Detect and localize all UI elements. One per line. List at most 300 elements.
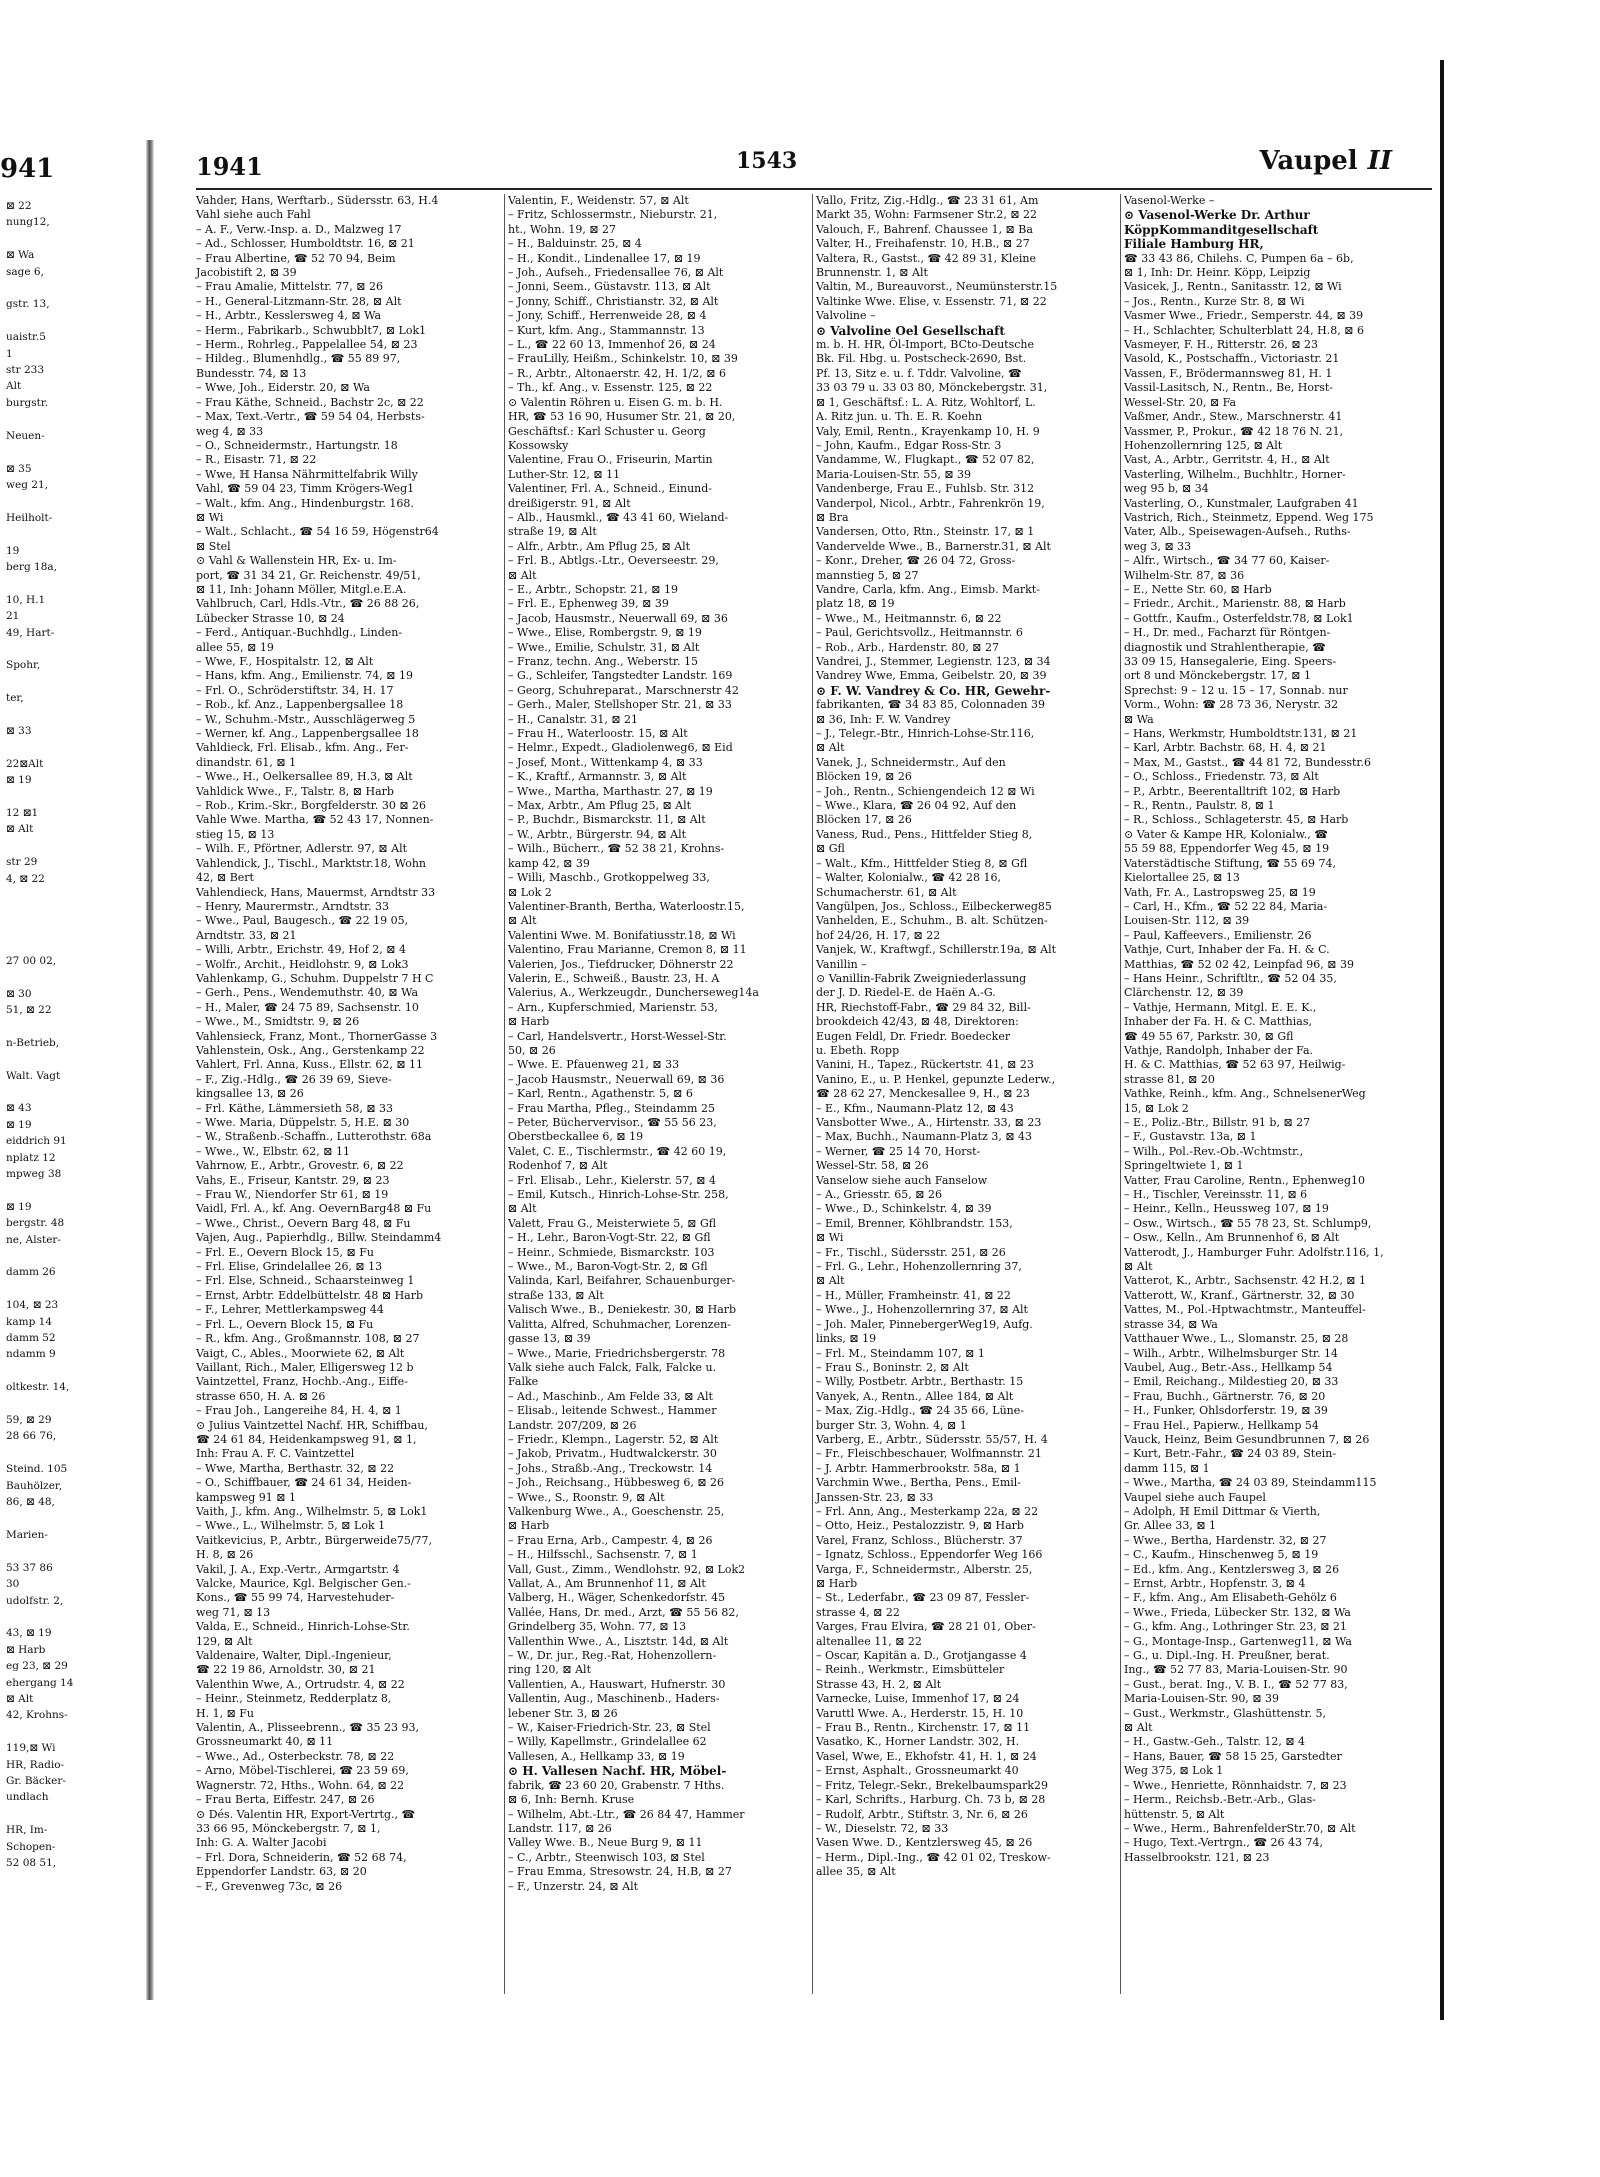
fragment-line: gstr. 13,: [6, 298, 50, 311]
fragment-line: ⊠ Harb: [6, 1643, 46, 1656]
directory-entry: Vanino, E., u. P. Henkel, gepunzte Lederw.,: [816, 1072, 1056, 1086]
fragment-line: [6, 575, 146, 591]
directory-entry: – Kurt, Betr.-Fahr., ☎ 24 03 89, Stein-: [1124, 1447, 1337, 1461]
directory-entry: Vahlenkamp, G., Schuhm. Duppelstr 7 H C: [196, 971, 434, 985]
directory-entry: Vandamme, W., Flugkapt., ☎ 52 07 82,: [816, 453, 1035, 467]
directory-entry: Vahl, ☎ 59 04 23, Timm Krögers-Weg1: [196, 482, 415, 496]
fragment-line: [6, 1051, 146, 1067]
directory-entry: – Wwe., Martha, Marthastr. 27, ⊠ 19: [508, 784, 713, 798]
fragment-line: [6, 1363, 146, 1379]
directory-entry: hof 24/26, H. 17, ⊠ 22: [816, 928, 941, 942]
directory-entry: – Fritz, Telegr.-Sekr., Brekelbaumspark29: [816, 1778, 1049, 1792]
directory-entry: 33 66 95, Mönckebergstr. 7, ⊠ 1,: [196, 1821, 381, 1835]
directory-entry: Arndtstr. 33, ⊠ 21: [196, 928, 297, 942]
directory-entry: Vanjek, W., Kraftwgf., Schillerstr.19a, ⊠ Alt: [816, 943, 1057, 957]
directory-entry: – Gerh., Maler, Stellshoper Str. 21, ⊠ 33: [508, 698, 732, 712]
directory-entry: – H., Tischler, Vereinsstr. 11, ⊠ 6: [1124, 1188, 1308, 1202]
directory-entry: Valentino, Frau Marianne, Cremon 8, ⊠ 11: [508, 943, 747, 957]
directory-entry: – Hugo, Text.-Vertrgn., ☎ 26 43 74,: [1124, 1836, 1324, 1850]
directory-entry: ⊠ Wi: [196, 510, 224, 524]
directory-entry: ⊠ Wa: [1124, 712, 1154, 726]
directory-entry: Vauck, Heinz, Beim Gesundbrunnen 7, ⊠ 26: [1124, 1432, 1370, 1446]
directory-entry: Grindelberg 35, Wohn. 77, ⊠ 13: [508, 1620, 687, 1634]
directory-entry: Varges, Frau Elvira, ☎ 28 21 01, Ober-: [816, 1620, 1036, 1634]
directory-entry: – H., Müller, Framheinstr. 41, ⊠ 22: [816, 1288, 1011, 1302]
directory-entry: – Jony, Schiff., Herrenweide 28, ⊠ 4: [508, 309, 707, 323]
directory-entry: – Wwe., Herm., BahrenfelderStr.70, ⊠ Alt: [1124, 1821, 1356, 1835]
directory-entry: – Frau Erna, Arb., Campestr. 4, ⊠ 26: [508, 1533, 713, 1547]
directory-entry: Valentiner-Branth, Bertha, Waterloostr.15,: [508, 899, 745, 913]
directory-entry: strasse 4, ⊠ 22: [816, 1605, 900, 1619]
directory-entry: ⊠ 6, Inh: Bernh. Kruse: [508, 1793, 635, 1807]
directory-entry: – Vathje, Hermann, Mitgl. E. E. K.,: [1124, 1000, 1317, 1014]
fragment-line: [6, 641, 146, 657]
directory-entry: Vanyek, A., Rentn., Allee 184, ⊠ Alt: [816, 1389, 1014, 1403]
directory-entry: – G., Montage-Insp., Gartenweg11, ⊠ Wa: [1124, 1634, 1352, 1648]
directory-entry: Vanillin –: [816, 957, 867, 971]
directory-entry: – Joh., Aufseh., Friedensallee 76, ⊠ Alt: [508, 266, 724, 280]
directory-entry: – F., Grevenweg 73c, ⊠ 26: [196, 1879, 343, 1893]
directory-entry: – Hans, Werkmstr, Humboldtstr.131, ⊠ 21: [1124, 727, 1358, 741]
directory-entry: – Frau Amalie, Mittelstr. 77, ⊠ 26: [196, 280, 383, 294]
directory-entry: – P., Buchdr., Bismarckstr. 11, ⊠ Alt: [508, 813, 706, 827]
directory-entry: – Carl, H., Kfm., ☎ 52 22 84, Maria-: [1124, 899, 1328, 913]
fragment-line: Alt: [6, 380, 22, 393]
directory-entry: kampsweg 91 ⊠ 1: [196, 1490, 297, 1504]
directory-entry: Valley Wwe. B., Neue Burg 9, ⊠ 11: [508, 1836, 703, 1850]
directory-entry: – Frl. Ann, Ang., Mesterkamp 22a, ⊠ 22: [816, 1504, 1039, 1518]
directory-entry: H. 1, ⊠ Fu: [196, 1706, 255, 1720]
directory-entry: – C., Kaufm., Hinschenweg 5, ⊠ 19: [1124, 1548, 1319, 1562]
directory-entry: – Werner, ☎ 25 14 70, Horst-: [816, 1144, 981, 1158]
directory-entry: platz 18, ⊠ 19: [816, 597, 895, 611]
directory-entry: burger Str. 3, Wohn. 4, ⊠ 1: [816, 1418, 967, 1432]
directory-entry: Vassmer, P., Prokur., ☎ 42 18 76 N. 21,: [1124, 424, 1344, 438]
directory-entry: – Karl, Schrifts., Harburg. Ch. 73 b, ⊠ 28: [816, 1793, 1046, 1807]
directory-entry: Vanselow siehe auch Fanselow: [816, 1173, 988, 1187]
directory-entry: Vahrnow, E., Arbtr., Grovestr. 6, ⊠ 22: [196, 1159, 404, 1173]
directory-entry: – Hans Heinr., Schriftltr., ☎ 52 04 35,: [1124, 971, 1337, 985]
directory-entry: – Wwe., H., Oelkersallee 89, H.3, ⊠ Alt: [196, 770, 413, 784]
directory-entry: – Frl. Dora, Schneiderin, ☎ 52 68 74,: [196, 1850, 407, 1864]
directory-entry: – Emil, Kutsch., Hinrich-Lohse-Str. 258,: [508, 1188, 729, 1202]
directory-entry: Vastrich, Rich., Steinmetz, Eppend. Weg 175: [1124, 510, 1374, 524]
directory-entry: – Arn., Kupferschmied, Marienstr. 53,: [508, 1000, 718, 1014]
fragment-line: 43, ⊠ 19: [6, 1627, 52, 1640]
fragment-line: uaistr.5: [6, 331, 46, 344]
directory-entry: – Friedr., Klempn., Lagerstr. 52, ⊠ Alt: [508, 1432, 719, 1446]
directory-entry: Ing., ☎ 52 77 83, Maria-Louisen-Str. 90: [1124, 1663, 1348, 1677]
directory-entry: – Wwe, Joh., Eiderstr. 20, ⊠ Wa: [196, 381, 370, 395]
directory-entry: – H., Funker, Ohlsdorferstr. 19, ⊠ 39: [1124, 1404, 1328, 1418]
directory-entry: – Wwe, ℍ Hansa Nährmittelfabrik Willy: [196, 467, 418, 481]
directory-entry: – J., Telegr.-Btr., Hinrich-Lohse-Str.116,: [816, 727, 1035, 741]
fragment-line: Steind. 105: [6, 1463, 68, 1476]
directory-entry: – H., General-Litzmann-Str. 28, ⊠ Alt: [196, 294, 402, 308]
fragment-line: 59, ⊠ 29: [6, 1414, 52, 1427]
directory-entry: – Wwe., Klara, ☎ 26 04 92, Auf den: [816, 799, 1017, 813]
directory-entry: Vatterot, K., Arbtr., Sachsenstr. 42 H.2, ⊠ 1: [1124, 1274, 1367, 1288]
directory-entry: – Carl, Handelsvertr., Horst-Wessel-Str.: [508, 1029, 727, 1043]
directory-entry: HR, ☎ 53 16 90, Husumer Str. 21, ⊠ 20,: [508, 410, 736, 424]
directory-entry: – F., Lehrer, Mettlerkampsweg 44: [196, 1303, 384, 1317]
fragment-line: Gr. Bäcker-: [6, 1775, 66, 1787]
directory-entry: – Josef, Mont., Wittenkamp 4, ⊠ 33: [508, 755, 703, 769]
directory-entry: Varga, F., Schneidermstr., Alberstr. 25,: [816, 1562, 1033, 1576]
directory-entry: Valisch Wwe., B., Deniekestr. 30, ⊠ Harb: [508, 1303, 737, 1317]
column-4: [1124, 194, 1432, 1994]
fragment-line: ter,: [6, 692, 24, 705]
directory-entry: – Elisab., leitende Schwest., Hammer: [508, 1404, 717, 1418]
directory-entry: – Emil, Brenner, Köhlbrandstr. 153,: [816, 1216, 1013, 1230]
directory-entry: weg 71, ⊠ 13: [196, 1605, 271, 1619]
running-head: [1260, 146, 1392, 176]
fragment-line: [6, 444, 146, 460]
directory-entry: 15, ⊠ Lok 2: [1124, 1101, 1189, 1115]
directory-entry: ort 8 und Mönckebergstr. 17, ⊠ 1: [1124, 669, 1311, 683]
directory-entry: Strasse 43, H. 2, ⊠ Alt: [816, 1677, 942, 1691]
directory-entry: – Gottfr., Kaufm., Osterfeldstr.78, ⊠ Lok1: [1124, 611, 1354, 625]
directory-entry: – F., Gustavstr. 13a, ⊠ 1: [1124, 1130, 1257, 1144]
directory-entry: – Rob., Arb., Hardenstr. 80, ⊠ 27: [816, 640, 1000, 654]
directory-entry: 55 59 88, Eppendorfer Weg 45, ⊠ 19: [1124, 842, 1330, 856]
directory-entry: – Jos., Rentn., Kurze Str. 8, ⊠ Wi: [1124, 294, 1305, 308]
directory-entry: Vallat, A., Am Brunnenhof 11, ⊠ Alt: [508, 1577, 706, 1590]
fragment-line: 19: [6, 544, 20, 557]
directory-entry: Vandervelde Wwe., B., Barnerstr.31, ⊠ Alt: [816, 539, 1051, 553]
fragment-line: undlach: [6, 1791, 49, 1804]
directory-entry: Springeltwiete 1, ⊠ 1: [1124, 1159, 1244, 1173]
directory-entry: ⊠ Alt: [508, 1202, 537, 1216]
directory-entry: – O., Schneidermstr., Hartungstr. 18: [196, 438, 398, 452]
directory-entry: Vahldick Wwe., F., Talstr. 8, ⊠ Harb: [196, 784, 394, 798]
page-edge: [1440, 60, 1444, 2020]
directory-entry: altenallee 11, ⊠ 22: [816, 1634, 922, 1648]
directory-entry: – L., ☎ 22 60 13, Immenhof 26, ⊠ 24: [508, 338, 716, 352]
fragment-line: [6, 280, 146, 296]
directory-entry: – Alfr., Arbtr., Am Pflug 25, ⊠ Alt: [508, 539, 691, 553]
directory-entry: gasse 13, ⊠ 39: [508, 1332, 591, 1346]
directory-entry: – Oscar, Kapitän a. D., Grotjangasse 4: [816, 1649, 1027, 1663]
fragment-line: [6, 1609, 146, 1625]
directory-entry: – J. Arbtr. Hammerbrookstr. 58a, ⊠ 1: [816, 1461, 1021, 1475]
directory-entry: – O., Schloss., Friedenstr. 73, ⊠ Alt: [1124, 770, 1319, 784]
page-year: 1941: [196, 152, 263, 181]
directory-entry: – Max, Zig.-Hdlg., ☎ 24 35 66, Lüne-: [816, 1404, 1024, 1418]
directory-entry: Varchmin Wwe., Bertha, Pens., Emil-: [816, 1476, 1022, 1490]
directory-entry: Vasterling, Wilhelm., Buchhltr., Horner-: [1124, 467, 1346, 481]
directory-entry: Vasold, K., Postschaffn., Victoriastr. 21: [1124, 352, 1340, 366]
directory-entry: 33 03 79 u. 33 03 80, Mönckebergstr. 31,: [816, 381, 1048, 395]
fragment-line: 4, ⊠ 22: [6, 872, 45, 885]
fragment-line: 86, ⊠ 48,: [6, 1496, 55, 1509]
directory-entry: Vakil, J. A., Exp.-Vertr., Armgartstr. 4: [196, 1562, 400, 1576]
directory-entry: ⊠ Wi: [816, 1231, 844, 1245]
directory-entry: – Jonny, Schiff., Christianstr. 32, ⊠ Alt: [508, 294, 719, 308]
directory-entry: diagnostik und Strahlentherapie, ☎: [1124, 640, 1326, 654]
previous-page-year: 941: [0, 154, 55, 184]
fragment-line: 10, H.1: [6, 593, 46, 606]
directory-entry: Valy, Emil, Rentn., Krayenkamp 10, H. 9: [816, 424, 1040, 438]
directory-entry: Vasmeyer, F. H., Ritterstr. 26, ⊠ 23: [1124, 338, 1319, 352]
directory-entry: damm 115, ⊠ 1: [1124, 1461, 1210, 1475]
directory-entry: Clärchenstr. 12, ⊠ 39: [1124, 986, 1244, 1000]
directory-entry: 33 09 15, Hansegalerie, Eing. Speers-: [1124, 655, 1337, 668]
directory-entry: Vast, A., Arbtr., Gerritstr. 4, H., ⊠ Alt: [1124, 453, 1330, 467]
directory-entry: Vaintzettel, Franz, Hochb.-Ang., Eiffe-: [196, 1375, 408, 1389]
fragment-line: [6, 1084, 146, 1100]
directory-entry: Schumacherstr. 61, ⊠ Alt: [816, 885, 957, 899]
directory-entry: – Frl. Elisab., Lehr., Kielerstr. 57, ⊠ 4: [508, 1173, 716, 1187]
directory-entry: Louisen-Str. 112, ⊠ 39: [1124, 914, 1250, 928]
directory-entry: – Wwe., Paul, Baugesch., ☎ 22 19 05,: [196, 914, 409, 928]
directory-entry: – Walt., kfm. Ang., Hindenburgstr. 168.: [196, 496, 414, 510]
directory-entry: Pf. 13, Sitz e. u. f. Tddr. Valvoline, ☎: [816, 366, 1022, 380]
fragment-line: [6, 1543, 146, 1559]
directory-entry: Vasen Wwe. D., Kentzlersweg 45, ⊠ 26: [816, 1836, 1033, 1850]
directory-entry: H. 8, ⊠ 26: [196, 1548, 254, 1562]
directory-entry: – Wwe., D., Schinkelstr. 4, ⊠ 39: [816, 1202, 992, 1216]
fragment-line: bergstr. 48: [6, 1217, 65, 1230]
directory-entry: ☎ 24 61 84, Heidenkampsweg 91, ⊠ 1,: [196, 1432, 417, 1446]
directory-entry: Luther-Str. 12, ⊠ 11: [508, 467, 621, 481]
directory-entry: Valvoline –: [816, 309, 876, 323]
directory-entry: Vorm., Wohn: ☎ 28 73 36, Nerystr. 32: [1124, 698, 1339, 712]
column-3: [816, 194, 1116, 1994]
directory-entry: Vahl siehe auch Fahl: [196, 208, 311, 222]
directory-entry: HR, Riechstoff-Fabr., ☎ 29 84 32, Bill-: [816, 1000, 1031, 1014]
directory-entry: – H., Schlachter, Schulterblatt 24, H.8, ⊠ 6: [1124, 323, 1364, 337]
directory-entry: Vansbotter Wwe., A., Hirtenstr. 33, ⊠ 23: [816, 1116, 1042, 1129]
fragment-line: [6, 887, 146, 903]
directory-entry: Varel, Franz, Schloss., Blücherstr. 37: [816, 1533, 1023, 1547]
fragment-line: udolfstr. 2,: [6, 1594, 64, 1607]
directory-entry: ⊠ Harb: [508, 1015, 550, 1029]
directory-entry: Valtinke Wwe. Elise, v. Essenstr. 71, ⊠ 22: [816, 294, 1047, 308]
directory-entry: Valter, H., Freihafenstr. 10, H.B., ⊠ 27: [816, 237, 1030, 251]
directory-entry: – Walt., Schlacht., ☎ 54 16 59, Högenstr64: [196, 525, 439, 539]
directory-entry: – Wilh., Arbtr., Wilhelmsburger Str. 14: [1124, 1346, 1338, 1360]
directory-entry: mannstieg 5, ⊠ 27: [816, 568, 919, 582]
directory-entry: – Wwe., S., Roonstr. 9, ⊠ Alt: [508, 1490, 665, 1504]
directory-entry: weg 4, ⊠ 33: [196, 424, 264, 438]
directory-entry: – Frau Martha, Pfleg., Steindamm 25: [508, 1101, 715, 1115]
directory-entry: Valtin, M., Bureauvorst., Neumünsterstr.15: [816, 280, 1058, 294]
directory-entry: ⊙ Julius Vaintzettel Nachf. HR, Schiffbau,: [196, 1418, 428, 1432]
fragment-line: ehergang 14: [6, 1676, 74, 1689]
fragment-line: 52 08 51,: [6, 1857, 57, 1870]
directory-entry: ⊙ Dés. Valentin HR, Export-Vertrtg., ☎: [196, 1807, 416, 1821]
directory-entry: ⊙ Vater & Kampe HR, Kolonialw., ☎: [1124, 827, 1328, 841]
directory-entry: Vahlenstein, Osk., Ang., Gerstenkamp 22: [196, 1043, 425, 1057]
fragment-line: 51, ⊠ 22: [6, 1003, 52, 1016]
directory-entry: brookdeich 42/43, ⊠ 48, Direktoren:: [816, 1015, 1019, 1029]
fragment-line: ⊠ 19: [6, 774, 32, 787]
directory-entry: Bundesstr. 74, ⊠ 13: [196, 366, 307, 380]
directory-entry: – Wwe, F., Hospitalstr. 12, ⊠ Alt: [196, 655, 374, 668]
directory-entry: Vaterstädtische Stiftung, ☎ 55 69 74,: [1124, 856, 1337, 870]
fragment-line: ⊠ Alt: [6, 823, 34, 836]
fragment-line: Heilholt-: [6, 511, 53, 524]
directory-entry: – Ad., Maschinb., Am Felde 33, ⊠ Alt: [508, 1389, 713, 1403]
fragment-line: [6, 707, 146, 723]
directory-entry: – Frl. M., Steindamm 107, ⊠ 1: [816, 1346, 985, 1360]
directory-entry: Vaitkevicius, P., Arbtr., Bürgerweide75/77,: [196, 1533, 433, 1547]
directory-entry: – R., Eisastr. 71, ⊠ 22: [196, 453, 317, 467]
directory-entry: – Willy, Kapellmstr., Grindelallee 62: [508, 1735, 707, 1749]
fragment-line: [6, 1182, 146, 1198]
fragment-line: [6, 1248, 146, 1264]
fragment-line: damm 26: [6, 1266, 56, 1279]
directory-entry: Valk siehe auch Falck, Falk, Falcke u.: [508, 1360, 717, 1374]
fragment-line: HR, Radio-: [6, 1758, 65, 1771]
directory-entry: 42, ⊠ Bert: [196, 871, 254, 885]
directory-entry: – Paul, Gerichtsvollz., Heitmannstr. 6: [816, 626, 1023, 640]
directory-entry: Valett, Frau G., Meisterwiete 5, ⊠ Gfl: [508, 1216, 717, 1230]
directory-entry: – Jacob, Hausmstr., Neuerwall 69, ⊠ 36: [508, 611, 728, 625]
directory-entry: – Ad., Schlosser, Humboldtstr. 16, ⊠ 21: [196, 237, 415, 251]
previous-page-text: [6, 198, 146, 1871]
directory-entry: Matthias, ☎ 52 02 42, Leinpfad 96, ⊠ 39: [1124, 957, 1354, 971]
directory-entry: Vatthauer Wwe., L., Slomanstr. 25, ⊠ 28: [1124, 1332, 1349, 1346]
directory-entry: straße 19, ⊠ Alt: [508, 525, 597, 539]
directory-entry: – Hans, kfm. Ang., Emilienstr. 74, ⊠ 19: [196, 669, 414, 683]
directory-entry: Valerius, A., Werkzeugdr., Duncherseweg14a: [508, 986, 759, 1000]
directory-entry: Vathje, Curt, Inhaber der Fa. H. & C.: [1124, 943, 1330, 957]
directory-entry: Vanini, H., Tapez., Rückertstr. 41, ⊠ 23: [816, 1058, 1034, 1072]
directory-entry: – Frau Berta, Eiffestr. 247, ⊠ 26: [196, 1793, 375, 1807]
directory-entry: ⊠ Lok 2: [508, 885, 552, 899]
fragment-line: [6, 920, 146, 936]
directory-entry: – A., Griesstr. 65, ⊠ 26: [816, 1188, 942, 1202]
directory-entry: Vaupel siehe auch Faupel: [1124, 1490, 1266, 1504]
directory-entry: Blöcken 17, ⊠ 26: [816, 813, 912, 827]
fragment-line: 104, ⊠ 23: [6, 1299, 59, 1312]
fragment-line: [6, 903, 146, 919]
directory-entry: – Frl. E., Oevern Block 15, ⊠ Fu: [196, 1245, 374, 1259]
directory-entry: Valentin, F., Weidenstr. 57, ⊠ Alt: [508, 194, 689, 207]
directory-entry: – R., Rentn., Paulstr. 8, ⊠ 1: [1124, 799, 1275, 813]
fragment-line: eiddrich 91: [6, 1135, 67, 1148]
running-head-name: Vaupel: [1259, 146, 1358, 176]
directory-entry: Janssen-Str. 23, ⊠ 33: [816, 1490, 934, 1504]
directory-entry: – E., Arbtr., Schopstr. 21, ⊠ 19: [508, 582, 678, 596]
directory-entry: – Wwe., Henriette, Rönnhaidstr. 7, ⊠ 23: [1124, 1778, 1347, 1792]
directory-entry: Sprechst: 9 – 12 u. 15 – 17, Sonnab. nur: [1124, 683, 1348, 697]
directory-entry: u. Ebeth. Ropp: [816, 1043, 900, 1057]
directory-entry: – Wwe. Maria, Düppelstr. 5, H.E. ⊠ 30: [196, 1116, 410, 1129]
fragment-line: Schopen-: [6, 1840, 56, 1853]
directory-entry: – Joh., Reichsang., Hübbesweg 6, ⊠ 26: [508, 1476, 725, 1490]
fragment-line: 119,⊠ Wi: [6, 1742, 56, 1755]
directory-entry: Vahlbruch, Carl, Hdls.-Vtr., ☎ 26 88 26,: [196, 597, 420, 611]
directory-entry: Valet, C. E., Tischlermstr., ☎ 42 60 19,: [508, 1144, 727, 1158]
directory-entry: ⊠ Harb: [508, 1519, 550, 1533]
directory-entry: – Frl. L., Oevern Block 15, ⊠ Fu: [196, 1317, 374, 1331]
directory-entry: Vallenthin Wwe., A., Lisztstr. 14d, ⊠ Alt: [508, 1634, 729, 1648]
directory-entry: Vandre, Carla, kfm. Ang., Eimsb. Markt-: [816, 582, 1040, 596]
directory-entry: – Alb., Hausmkl., ☎ 43 41 60, Wieland-: [508, 510, 729, 524]
directory-entry: Vasel, Wwe, E., Ekhofstr. 41, H. 1, ⊠ 24: [816, 1749, 1037, 1763]
directory-entry: – Gerh., Pens., Wendemuthstr. 40, ⊠ Wa: [196, 986, 419, 1000]
directory-entry: – Jacob Hausmstr., Neuerwall 69, ⊠ 36: [508, 1072, 725, 1086]
directory-entry: Vallentin, Aug., Maschinenb., Haders-: [508, 1692, 720, 1706]
column-1: [196, 194, 500, 1994]
directory-entry: Vaubel, Aug., Betr.-Ass., Hellkamp 54: [1124, 1360, 1333, 1374]
column-2: [508, 194, 808, 1994]
fragment-line: ndamm 9: [6, 1348, 56, 1361]
directory-entry: Landstr. 207/209, ⊠ 26: [508, 1418, 637, 1432]
directory-entry: – Georg, Schuhreparat., Marschnerstr 42: [508, 683, 739, 697]
directory-entry: Vahs, E., Friseur, Kantstr. 29, ⊠ 23: [196, 1173, 390, 1187]
directory-entry: Vahle Wwe. Martha, ☎ 52 43 17, Nonnen-: [196, 813, 434, 827]
fragment-line: [6, 1806, 146, 1822]
directory-entry: – Werner, kf. Ang., Lappenbergsallee 18: [196, 727, 419, 741]
directory-entry: Vahlert, Frl. Anna, Kuss., Ellstr. 62, ⊠ 11: [196, 1058, 424, 1072]
directory-entry: – P., Arbtr., Beerentalltrift 102, ⊠ Harb: [1124, 784, 1341, 798]
fragment-line: [6, 313, 146, 329]
fragment-line: [6, 936, 146, 952]
directory-entry: Vater, Alb., Speisewagen-Aufseh., Ruths-: [1124, 525, 1351, 539]
directory-entry: – Willy, Postbetr. Arbtr., Berthastr. 15: [816, 1375, 1024, 1389]
directory-entry: A. Ritz jun. u. Th. E. R. Koehn: [816, 410, 983, 424]
directory-entry: – Wwe., Frieda, Lübecker Str. 132, ⊠ Wa: [1124, 1605, 1351, 1619]
directory-entry: ⊠ Alt: [1124, 1260, 1153, 1274]
directory-entry: Lübecker Strasse 10, ⊠ 24: [196, 611, 345, 625]
directory-entry: – Wwe., Bertha, Hardenstr. 32, ⊠ 27: [1124, 1533, 1327, 1547]
directory-entry: – Wwe., Ad., Osterbeckstr. 78, ⊠ 22: [196, 1749, 395, 1763]
directory-entry: – Th., kf. Ang., v. Essenstr. 125, ⊠ 22: [508, 381, 713, 395]
directory-entry: – Jakob, Privatm., Hudtwalckerstr. 30: [508, 1447, 717, 1461]
directory-entry: – R., kfm. Ang., Großmannstr. 108, ⊠ 27: [196, 1332, 420, 1346]
fragment-line: ⊠ 19: [6, 1200, 32, 1213]
directory-entry: H. & C. Matthias, ☎ 52 63 97, Heilwig-: [1124, 1058, 1346, 1072]
directory-entry: – Osw., Wirtsch., ☎ 55 78 23, St. Schlump9,: [1124, 1216, 1372, 1230]
directory-entry: – Wilh., Pol.-Rev.-Ob.-Wchtmstr.,: [1124, 1144, 1304, 1158]
directory-entry: – Joh. Maler, PinnebergerWeg19, Aufg.: [816, 1317, 1033, 1331]
directory-entry: ☎ 49 55 67, Parkstr. 30, ⊠ Gfl: [1124, 1029, 1294, 1043]
directory-entry: – F., kfm. Ang., Am Elisabeth-Gehölz 6: [1124, 1591, 1337, 1605]
directory-entry: Valkenburg Wwe., A., Goeschenstr. 25,: [508, 1504, 725, 1518]
fragment-line: [6, 411, 146, 427]
directory-entry: Valentin, A., Plisseebrenn., ☎ 35 23 93,: [196, 1721, 419, 1735]
directory-entry: stieg 15, ⊠ 13: [196, 827, 275, 841]
directory-entry: – Rob., Krim.-Skr., Borgfelderstr. 30 ⊠ 26: [196, 799, 427, 813]
fragment-line: oltkestr. 14,: [6, 1381, 70, 1394]
directory-entry: – Wolfr., Archit., Heidlohstr. 9, ⊠ Lok3: [196, 957, 409, 971]
fragment-line: ⊠ 33: [6, 725, 32, 737]
directory-entry: Vajen, Aug., Papierhdlg., Billw. Steindamm4: [196, 1231, 442, 1245]
header-rule: [196, 188, 1432, 190]
directory-entry: – Frl. Elise, Grindelallee 26, ⊠ 13: [196, 1260, 383, 1274]
directory-entry: weg 95 b, ⊠ 34: [1124, 482, 1209, 496]
directory-entry: – Wilh., Bücherr., ☎ 52 38 21, Krohns-: [508, 842, 725, 856]
directory-entry: – Walt., Kfm., Hittfelder Stieg 8, ⊠ Gfl: [816, 856, 1028, 870]
directory-entry: – Max, Text.-Vertr., ☎ 59 54 04, Herbsts-: [196, 410, 425, 424]
directory-entry: Vangülpen, Jos., Schloss., Eilbeckerweg85: [816, 899, 1052, 913]
directory-entry: – Frau Joh., Langereihe 84, H. 4, ⊠ 1: [196, 1404, 402, 1418]
directory-entry: Vaigt, C., Ables., Moorwiete 62, ⊠ Alt: [196, 1346, 405, 1360]
directory-entry: – Wwe., Elise, Rombergstr. 9, ⊠ 19: [508, 626, 702, 640]
directory-entry: Geschäftsf.: Karl Schuster u. Georg: [508, 424, 706, 438]
directory-entry: Falke: [508, 1375, 539, 1389]
directory-entry: Vaillant, Rich., Maler, Elligersweg 12 b: [196, 1360, 414, 1374]
directory-entry: Valda, E., Schneid., Hinrich-Lohse-Str.: [196, 1620, 410, 1634]
directory-entry: KöppKommanditgesellschaft: [1124, 222, 1319, 237]
directory-entry: Vallo, Fritz, Zig.-Hdlg., ☎ 23 31 61, Am: [816, 194, 1039, 207]
fragment-line: Bauhölzer,: [6, 1479, 63, 1492]
directory-entry: Valberg, H., Wäger, Schenkedorfstr. 45: [508, 1591, 726, 1605]
